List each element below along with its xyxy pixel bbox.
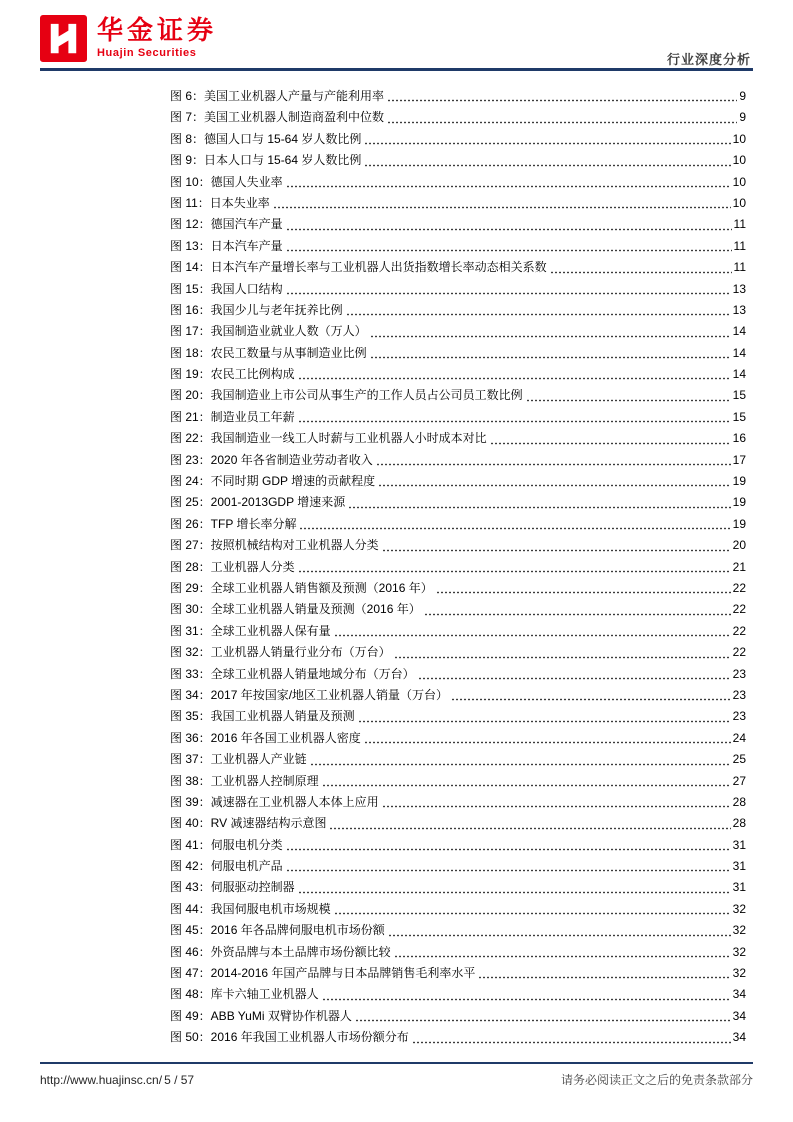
toc-entry[interactable] [170, 579, 746, 600]
toc-entry-label: 图 41：伺服电机分类 [170, 837, 283, 852]
toc-entry[interactable] [170, 814, 746, 835]
toc-entry-page: 11 [733, 217, 746, 232]
toc-dot-leader [376, 462, 731, 467]
toc-entry-page: 32 [732, 966, 746, 981]
toc-entry[interactable] [170, 921, 746, 942]
toc-entry-page: 23 [732, 687, 746, 702]
toc-entry-page: 34 [732, 1008, 746, 1023]
toc-entry-page: 32 [732, 944, 746, 959]
toc-dot-leader [334, 633, 731, 638]
toc-entry[interactable] [170, 536, 746, 557]
toc-entry[interactable] [170, 643, 746, 664]
toc-entry[interactable] [170, 108, 746, 129]
toc-entry-page: 19 [732, 474, 746, 489]
toc-entry-page: 10 [732, 131, 746, 146]
toc-entry-label: 图 37：工业机器人产业链 [170, 752, 307, 767]
toc-entry[interactable] [170, 750, 746, 771]
toc-entry-label: 图 30：全球工业机器人销量及预测（2016 年） [170, 602, 421, 617]
toc-entry-page: 14 [732, 324, 746, 339]
toc-entry-page: 28 [732, 794, 746, 809]
toc-entry[interactable] [170, 793, 746, 814]
toc-dot-leader [478, 975, 730, 980]
toc-dot-leader [310, 762, 731, 767]
toc-dot-leader [394, 954, 731, 959]
toc-dot-leader [424, 612, 731, 617]
toc-entry-page: 23 [732, 709, 746, 724]
toc-dot-leader [298, 419, 731, 424]
toc-dot-leader [388, 933, 731, 938]
toc-entry-label: 图 12：德国汽车产量 [170, 217, 283, 232]
toc-dot-leader [355, 1018, 731, 1023]
toc-entry[interactable] [170, 130, 746, 151]
toc-entry-label: 图 34：2017 年按国家/地区工业机器人销量（万台） [170, 687, 449, 702]
toc-entry-page: 22 [732, 623, 746, 638]
brand-name-cn: 华金证券 [97, 15, 218, 45]
toc-entry-page: 10 [732, 195, 746, 210]
toc-dot-leader [322, 783, 731, 788]
toc-entry-label: 图 44：我国伺服电机市场规模 [170, 901, 331, 916]
toc-entry-label: 图 15：我国人口结构 [170, 281, 283, 296]
footer [40, 1071, 753, 1088]
toc-entry[interactable] [170, 964, 746, 985]
toc-dot-leader [286, 291, 731, 296]
toc-entry-label: 图 13：日本汽车产量 [170, 238, 283, 253]
toc-entry-label: 图 27：按照机械结构对工业机器人分类 [170, 538, 379, 553]
toc-entry-page: 10 [732, 153, 746, 168]
footer-divider [40, 1062, 753, 1064]
brand-block [97, 16, 217, 59]
toc-entry-label: 图 25：2001-2013GDP 增速来源 [170, 495, 346, 510]
toc-entry-label: 图 38：工业机器人控制原理 [170, 773, 319, 788]
toc-entry-page: 16 [732, 431, 746, 446]
toc-entry-label: 图 11：日本失业率 [170, 195, 270, 210]
header-divider [40, 68, 753, 71]
toc-entry[interactable] [170, 344, 746, 365]
toc-entry-page: 31 [732, 837, 746, 852]
toc-entry[interactable] [170, 985, 746, 1006]
toc-entry-label: 图 50：2016 年我国工业机器人市场份额分布 [170, 1030, 409, 1045]
toc-entry-label: 图 18：农民工数量与从事制造业比例 [170, 345, 367, 360]
toc-dot-leader [418, 676, 731, 681]
toc-entry-page: 22 [732, 580, 746, 595]
toc-dot-leader [299, 526, 730, 531]
toc-dot-leader [550, 270, 732, 275]
toc-entry[interactable] [170, 600, 746, 621]
toc-entry-page: 15 [732, 409, 746, 424]
toc-entry-label: 图 24：不同时期 GDP 增速的贡献程度 [170, 474, 376, 489]
toc-dot-leader [382, 548, 731, 553]
toc-entry-label: 图 21：制造业员工年薪 [170, 409, 295, 424]
toc-dot-leader [286, 868, 731, 873]
brand-name-en: Huajin Securities [97, 46, 197, 59]
toc-entry[interactable] [170, 943, 746, 964]
footer-left [40, 1073, 194, 1087]
toc-entry[interactable] [170, 729, 746, 750]
toc-entry-page: 31 [732, 880, 746, 895]
toc-entry-page: 9 [739, 110, 746, 125]
toc-entry-label: 图 42：伺服电机产品 [170, 859, 283, 874]
toc-dot-leader [387, 120, 737, 125]
toc-entry-page: 11 [733, 238, 746, 253]
toc-entry[interactable] [170, 237, 746, 258]
toc-entry[interactable] [170, 365, 746, 386]
toc-entry-page: 32 [732, 923, 746, 938]
toc-entry[interactable] [170, 878, 746, 899]
toc-entry[interactable] [170, 322, 746, 343]
toc-entry[interactable] [170, 686, 746, 707]
toc-entry[interactable] [170, 493, 746, 514]
toc-dot-leader [286, 184, 731, 189]
toc-entry-label: 图 46：外资品牌与本土品牌市场份额比较 [170, 944, 391, 959]
toc-entry-page: 14 [732, 367, 746, 382]
toc-dot-leader [358, 719, 731, 724]
toc-entry[interactable] [170, 622, 746, 643]
toc-entry-label: 图 9：日本人口与 15-64 岁人数比例 [170, 153, 362, 168]
toc-entry-page: 21 [732, 559, 746, 574]
toc-entry[interactable] [170, 472, 746, 493]
toc-dot-leader [378, 483, 731, 488]
toc-entry-page: 17 [732, 452, 746, 467]
toc-entry-label: 图 26：TFP 增长率分解 [170, 516, 297, 531]
toc-entry-page: 23 [732, 666, 746, 681]
toc-entry-page: 14 [732, 345, 746, 360]
toc-dot-leader [298, 376, 731, 381]
toc-entry[interactable] [170, 836, 746, 857]
toc-entry-page: 27 [732, 773, 746, 788]
toc-dot-leader [364, 740, 731, 745]
toc-entry-label: 图 16：我国少儿与老年抚养比例 [170, 302, 343, 317]
toc-entry-label: 图 40：RV 减速器结构示意图 [170, 816, 327, 831]
toc-entry-page: 13 [732, 281, 746, 296]
toc-dot-leader [298, 569, 731, 574]
toc-entry[interactable] [170, 173, 746, 194]
toc-entry-label: 图 8：德国人口与 15-64 岁人数比例 [170, 131, 362, 146]
toc-entry-label: 图 20：我国制造业上市公司从事生产的工作人员占公司员工数比例 [170, 388, 523, 403]
toc-entry-label: 图 49：ABB YuMi 双臂协作机器人 [170, 1008, 352, 1023]
toc-entry-label: 图 45：2016 年各品牌伺服电机市场份额 [170, 923, 385, 938]
toc-dot-leader [346, 312, 731, 317]
toc-dot-leader [394, 655, 731, 660]
toc-entry-page: 32 [732, 901, 746, 916]
toc-entry[interactable] [170, 194, 746, 215]
toc-entry-label: 图 28：工业机器人分类 [170, 559, 295, 574]
toc-dot-leader [370, 355, 731, 360]
toc-entry[interactable] [170, 707, 746, 728]
toc-entry-page: 31 [732, 859, 746, 874]
toc-entry-label: 图 6：美国工业机器人产量与产能利用率 [170, 89, 385, 103]
toc-dot-leader [382, 804, 731, 809]
toc-entry[interactable] [170, 665, 746, 686]
toc-entry-label: 图 31：全球工业机器人保有量 [170, 623, 331, 638]
toc-entry[interactable] [170, 215, 746, 236]
toc-entry-page: 22 [732, 602, 746, 617]
toc-entry-page: 22 [732, 645, 746, 660]
toc-entry[interactable] [170, 258, 746, 279]
toc-entry-page: 25 [732, 752, 746, 767]
toc-entry-label: 图 19：农民工比例构成 [170, 367, 295, 382]
toc-dot-leader [286, 248, 732, 253]
toc-entry-label: 图 47：2014-2016 年国产品牌与日本品牌销售毛利率水平 [170, 966, 476, 981]
toc-entry-label: 图 48：库卡六轴工业机器人 [170, 987, 319, 1002]
report-type-label: 行业深度分析 [666, 52, 751, 67]
toc-entry[interactable] [170, 301, 746, 322]
toc-entry[interactable] [170, 280, 746, 301]
toc-entry[interactable] [170, 515, 746, 536]
toc-dot-leader [286, 227, 732, 232]
toc-dot-leader [322, 997, 731, 1002]
toc-entry-page: 9 [739, 89, 746, 103]
footer-url-link[interactable]: http://www.huajinsc.cn/ [40, 1073, 163, 1087]
toc-entry[interactable] [170, 87, 746, 108]
toc-dot-leader [490, 441, 731, 446]
toc-entry-page: 19 [732, 516, 746, 531]
toc-entry-label: 图 10：德国人失业率 [170, 174, 283, 189]
toc-entry-label: 图 17：我国制造业就业人数（万人） [170, 324, 367, 339]
toc-dot-leader [298, 890, 731, 895]
toc-entry-label: 图 14：日本汽车产量增长率与工业机器人出货指数增长率动态相关系数 [170, 260, 547, 275]
toc-entry-label: 图 39：减速器在工业机器人本体上应用 [170, 794, 379, 809]
toc-dot-leader [387, 98, 737, 103]
toc-entry[interactable] [170, 1007, 746, 1028]
toc-dot-leader [436, 590, 731, 595]
toc-dot-leader [334, 911, 731, 916]
toc-entry[interactable] [170, 772, 746, 793]
toc-dot-leader [329, 826, 730, 831]
toc-entry-label: 图 36：2016 年各国工业机器人密度 [170, 730, 361, 745]
toc-entry[interactable] [170, 1028, 746, 1049]
toc-entry-page: 28 [732, 816, 746, 831]
toc-entry-label: 图 22：我国制造业一线工人时薪与工业机器人小时成本对比 [170, 431, 487, 446]
toc-entry-page: 34 [732, 987, 746, 1002]
toc-entry[interactable] [170, 900, 746, 921]
toc-dot-leader [370, 334, 731, 339]
toc-entry[interactable] [170, 558, 746, 579]
toc-list [170, 87, 746, 1050]
footer-disclaimer: 请务必阅读正文之后的免责条款部分 [560, 1073, 753, 1087]
toc-dot-leader [273, 205, 731, 210]
toc-dot-leader [364, 141, 730, 146]
toc-entry-label: 图 7：美国工业机器人制造商盈利中位数 [170, 110, 385, 125]
toc-entry[interactable] [170, 429, 746, 450]
toc-entry-label: 图 32：工业机器人销量行业分布（万台） [170, 645, 391, 660]
huajin-logo-icon [40, 15, 87, 62]
toc-dot-leader [526, 398, 731, 403]
toc-entry[interactable] [170, 151, 746, 172]
toc-entry[interactable] [170, 386, 746, 407]
toc-entry-page: 24 [732, 730, 746, 745]
toc-entry-page: 20 [732, 538, 746, 553]
toc-entry-label: 图 29：全球工业机器人销售额及预测（2016 年） [170, 580, 433, 595]
toc-entry-page: 10 [732, 174, 746, 189]
toc-entry-label: 图 33：全球工业机器人销量地域分布（万台） [170, 666, 415, 681]
toc-entry-page: 13 [732, 302, 746, 317]
toc-entry-page: 15 [732, 388, 746, 403]
toc-entry-label: 图 23：2020 年各省制造业劳动者收入 [170, 452, 373, 467]
toc-entry[interactable] [170, 408, 746, 429]
toc-dot-leader [348, 505, 730, 510]
footer-page-indicator: 5 / 57 [164, 1073, 195, 1087]
toc-entry-page: 11 [733, 260, 746, 275]
toc-entry[interactable] [170, 857, 746, 878]
toc-entry-page: 34 [732, 1030, 746, 1045]
toc-entry-page: 19 [732, 495, 746, 510]
toc-entry-label: 图 35：我国工业机器人销量及预测 [170, 709, 355, 724]
toc-entry-label: 图 43：伺服驱动控制器 [170, 880, 295, 895]
toc-dot-leader [412, 1040, 731, 1045]
toc-dot-leader [364, 163, 730, 168]
toc-dot-leader [451, 697, 731, 702]
toc-entry[interactable] [170, 451, 746, 472]
toc-dot-leader [286, 847, 731, 852]
